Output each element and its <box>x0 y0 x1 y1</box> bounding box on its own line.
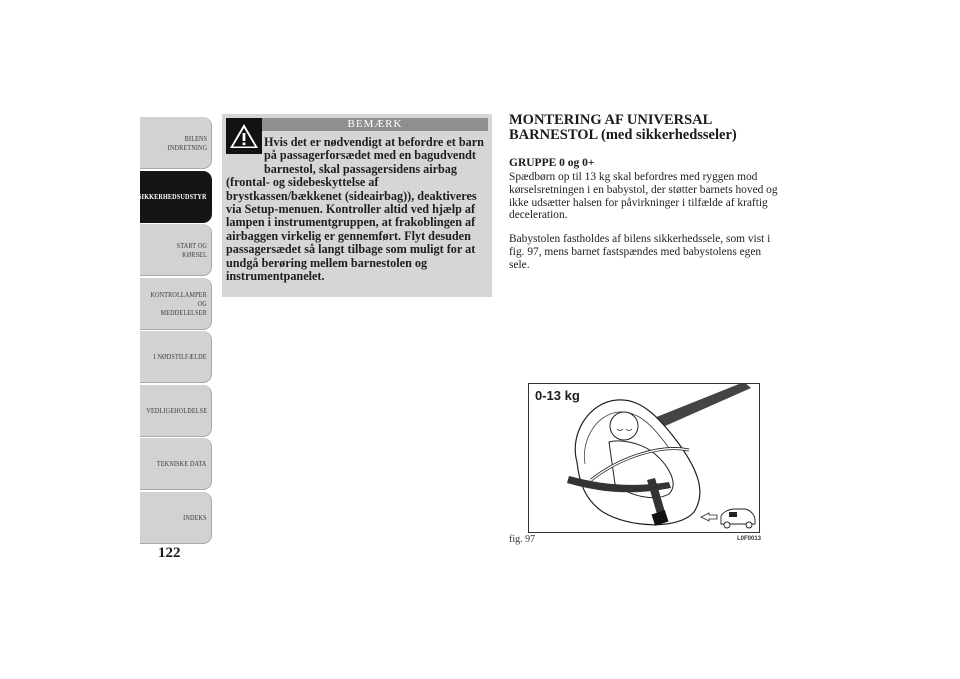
paragraph-1: Spædbørn op til 13 kg skal befordres med ryggen mod kørselsretningen i en babystol, der støtter barnets hoved og ikke udsætter halsen for påvirkninger i tilfælde af kraftig deceleration. <box>509 171 778 222</box>
tab-tekniske-data[interactable]: TEKNISKE DATA <box>140 438 212 490</box>
note-text: Hvis det er nødvendigt at befordre et barn på passagerforsædet med en bagudvendt barnestol, skal passagersidens airbag (frontal- og sidebeskyttelse af brystkassen/bækkenet (sideairbag)), deaktiveres via Setup-menuen. Kontroller altid ved hjælp af lampen i instrumentgruppen, at frakoblingen af airbaggen virkelig er gennemført. Flyt desuden passagersædet så langt tilbage som muligt for at undgå berøring mellem barnestolen og instrumentpanelet. <box>226 135 484 284</box>
figure-caption: fig. 97 <box>509 534 536 545</box>
chapter-tabs <box>140 117 212 545</box>
figure-weight-label: 0-13 kg <box>535 388 580 403</box>
tab-i-nodstilfaelde[interactable]: I NØDSTILFÆLDE <box>140 331 212 383</box>
tab-bilens-indretning[interactable]: BILENS INDRETNING <box>140 117 212 169</box>
tab-kontrollamper[interactable]: KONTROLLAMPER OG MEDDELELSER <box>140 278 212 330</box>
tab-sikkerhedsudstyr[interactable]: SIKKERHEDSUDSTYR <box>140 171 212 223</box>
figure-97 <box>528 383 760 533</box>
figure-code: L0F0013 <box>737 536 762 542</box>
baby-seat-illustration <box>529 384 759 532</box>
tab-indeks[interactable]: INDEKS <box>140 492 212 544</box>
page-number: 122 <box>158 545 181 561</box>
tab-vedligeholdelse[interactable]: VEDLIGEHOLDELSE <box>140 385 212 437</box>
note-header: BEMÆRK <box>262 118 488 131</box>
note-box <box>222 114 492 297</box>
section-subheading: GRUPPE 0 og 0+ <box>509 157 595 169</box>
section-heading: MONTERING AF UNIVERSAL BARNESTOL (med sikkerhedsseler) <box>509 112 737 143</box>
paragraph-2: Babystolen fastholdes af bilens sikkerhedssele, som vist i fig. 97, mens barnet fastspændes med babystolens egen sele. <box>509 233 771 271</box>
tab-start-og-korsel[interactable]: START OG KØRSEL <box>140 224 212 276</box>
